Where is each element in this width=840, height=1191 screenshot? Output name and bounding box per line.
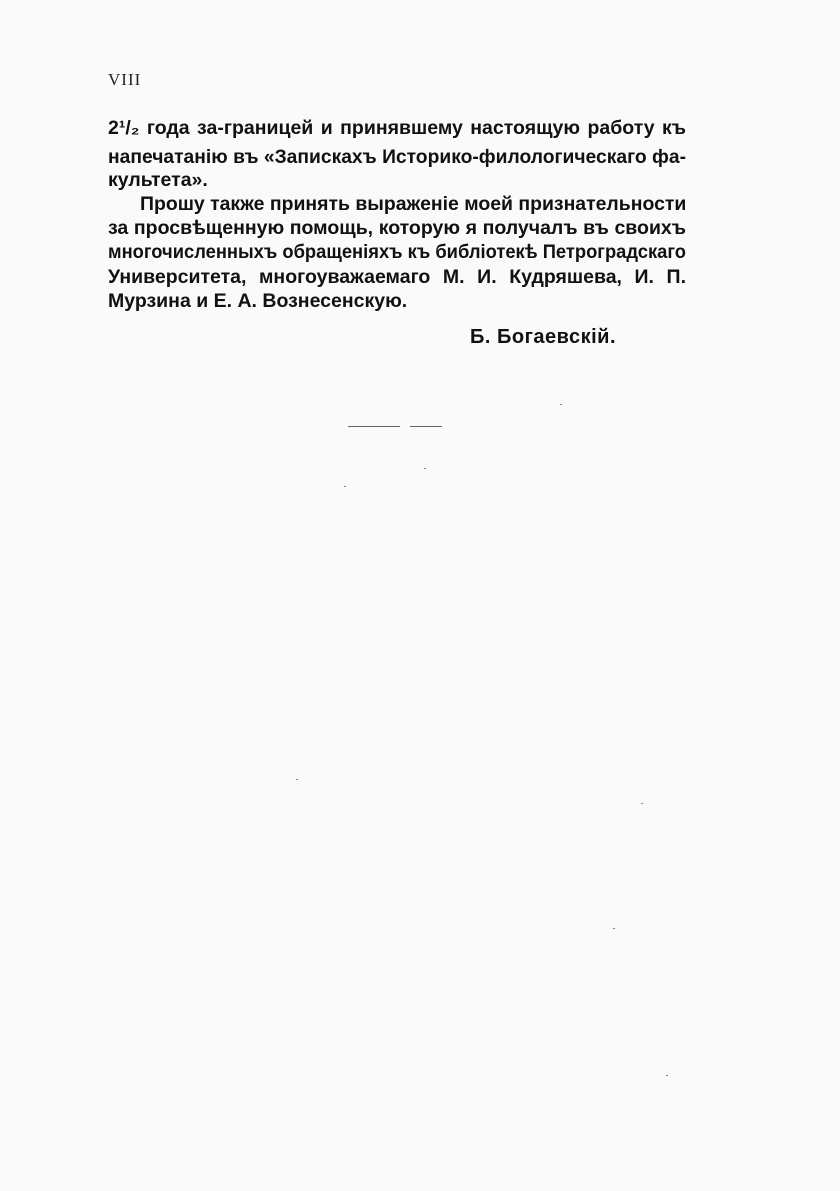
scan-speck (296, 779, 298, 780)
scan-speck (424, 468, 426, 469)
section-rule-left (348, 426, 400, 427)
scan-speck (641, 803, 643, 804)
scan-speck (344, 486, 346, 487)
text-line-2: напечатанію въ «Запискахъ Историко-филологическаго фа- (108, 146, 686, 168)
text-line-1: 2¹/₂ года за-границей и принявшему настоящую работу къ (108, 117, 686, 139)
text-line-6: многочисленныхъ обращеніяхъ къ библіотекѣ Петроградскаго (108, 241, 687, 263)
text-line-5: за просвѣщенную помощь, которую я получалъ въ своихъ (108, 217, 686, 239)
scan-speck (613, 928, 615, 929)
section-rule-right (410, 426, 442, 427)
text-line-4: Прошу также принять выраженіе моей признательности (140, 193, 687, 215)
signature: Б. Богаевскій. (470, 326, 616, 348)
scan-speck (560, 404, 562, 405)
text-line-3: культета». (108, 169, 208, 191)
scan-speck (666, 1075, 668, 1076)
text-line-8: Мурзина и Е. А. Вознесенскую. (108, 290, 408, 312)
text-line-7: Университета, многоуважаемаго М. И. Кудряшева, И. П. (108, 266, 686, 288)
page-number: VIII (108, 70, 142, 89)
